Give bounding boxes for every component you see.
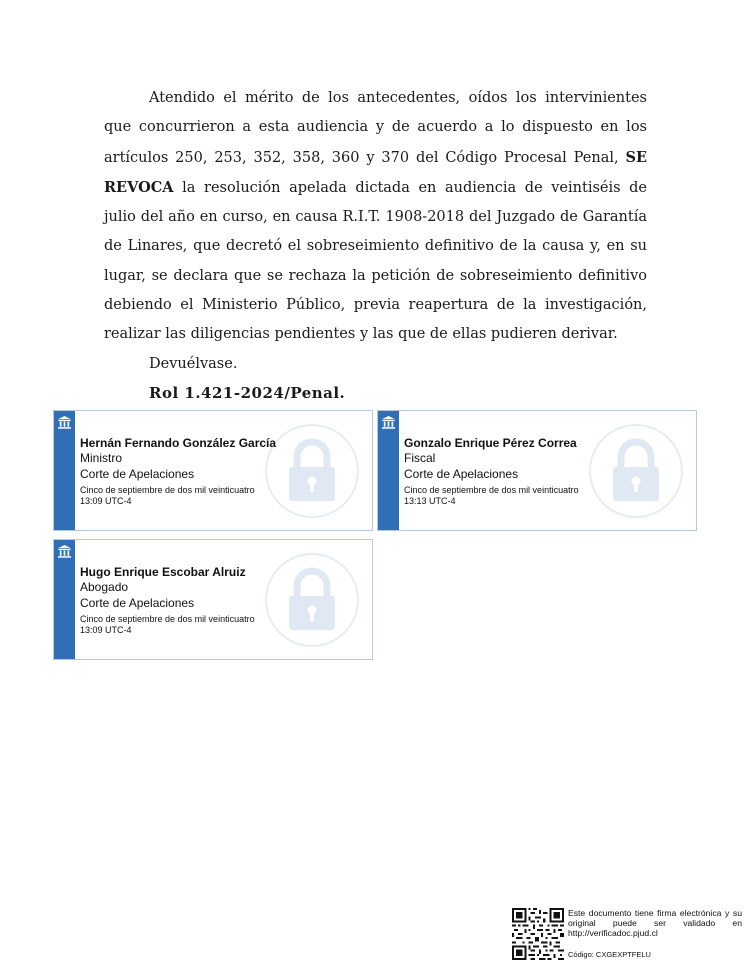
bank-icon	[57, 544, 72, 559]
signer-name: Gonzalo Enrique Pérez Correa	[404, 436, 577, 450]
signature-date: Cinco de septiembre de dos mil veinticuatro	[80, 485, 255, 495]
resolution-paragraph	[104, 84, 647, 350]
signer-name: Hernán Fernando González García	[80, 436, 277, 450]
signature-text	[404, 435, 654, 507]
signature-date: Cinco de septiembre de dos mil veinticuatro	[404, 485, 579, 495]
rol-text: Rol 1.421-2024/Penal.	[149, 383, 346, 402]
signature-card	[53, 539, 373, 660]
signature-accent-bar	[54, 411, 75, 530]
qr-code	[512, 908, 564, 960]
signature-text	[80, 564, 330, 636]
signature-card	[53, 410, 373, 531]
signature-accent-bar	[54, 540, 75, 659]
signature-text	[80, 435, 330, 507]
paragraph-rest-text: la resolución apelada dictada en audiencia de veintiséis de julio del año en curso, en causa R.I.T. 1908-2018 del Juzgado de Garantía de Linares, que decretó el sobreseimiento definitivo de la causa y, en su lugar, se declara que se rechaza la petición de sobreseimiento definitivo debiendo el Ministerio Público, previa reapertura de la investigación, realizar las diligencias pendientes y las que de ellas pudieren derivar.	[104, 179, 648, 343]
verification-text: Este documento tiene firma electrónica y su original puede ser validado en http://verificadoc.pjud.cl	[568, 908, 742, 938]
closing-text: Devuélvase.	[149, 355, 238, 372]
bank-icon	[57, 415, 72, 430]
signer-role: Fiscal	[404, 451, 436, 465]
signer-role: Ministro	[80, 451, 123, 465]
signature-time: 13:09 UTC-4	[80, 496, 132, 506]
verification-code: Código: CXGEXPTFELU	[568, 950, 651, 959]
revoca-text: SE REVOCA	[104, 148, 647, 196]
document-body	[104, 84, 647, 408]
signer-name: Hugo Enrique Escobar Alruiz	[80, 565, 246, 579]
signature-date: Cinco de septiembre de dos mil veinticuatro	[80, 614, 255, 624]
paragraph-main-text: Atendido el mérito de los antecedentes, oídos los intervinientes que concurrieron a esta audiencia y de acuerdo a lo dispuesto en los artículos 250, 253, 352, 358, 360 y 370 del Código Procesal Penal,	[104, 90, 647, 166]
signature-time: 13:13 UTC-4	[404, 496, 456, 506]
signature-card	[377, 410, 697, 531]
signer-court: Corte de Apelaciones	[80, 466, 195, 481]
signer-role: Abogado	[80, 580, 129, 594]
verification-footer	[512, 908, 742, 962]
signature-time: 13:09 UTC-4	[80, 625, 132, 635]
signer-court: Corte de Apelaciones	[404, 466, 519, 481]
signature-accent-bar	[378, 411, 399, 530]
bank-icon	[381, 415, 396, 430]
signer-court: Corte de Apelaciones	[80, 595, 195, 610]
